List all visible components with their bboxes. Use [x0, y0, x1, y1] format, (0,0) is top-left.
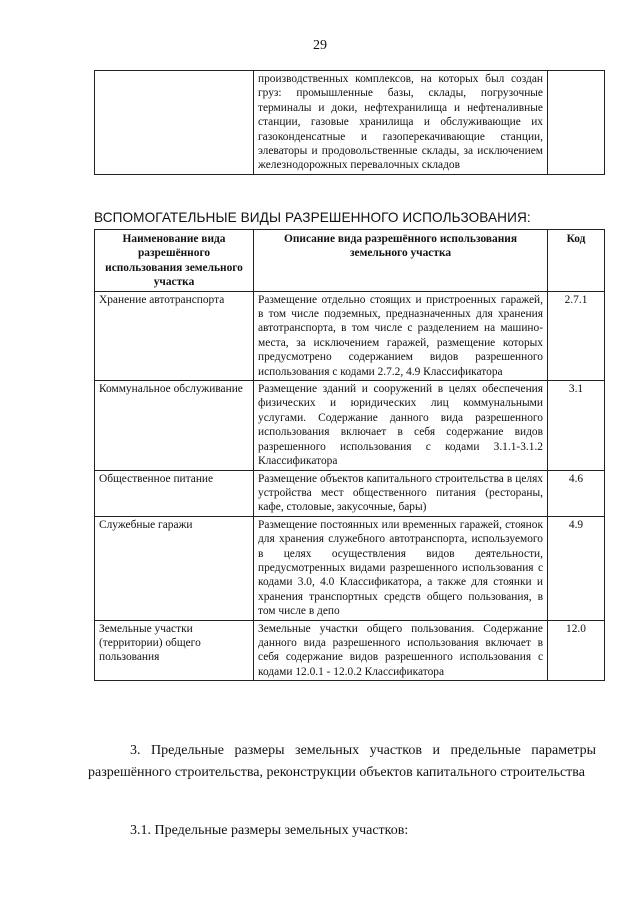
table-cell-code: 4.9: [548, 516, 605, 620]
table-header-row: [95, 230, 605, 292]
column-header-description: Описание вида разрешённого использования земельного участка: [254, 230, 548, 292]
column-header-name: Наименование вида разрешённого использования земельного участка: [95, 230, 254, 292]
table-row: [95, 516, 605, 620]
table-cell-name: Служебные гаражи: [95, 516, 254, 620]
table-cell-code: 3.1: [548, 381, 605, 470]
table-row: [95, 71, 605, 175]
table-cell-description: Размещение зданий и сооружений в целях обеспечения физических и юридических лиц коммунальными услугами. Содержание данного вида разрешенного использования включает в себя содержание видов разрешенного использования с кодами 3.1.1-3.1.2 Классификатора: [254, 381, 548, 470]
table-row: [95, 291, 605, 380]
table-cell-description: Размещение объектов капитального строительства в целях устройства мест общественного питания (рестораны, кафе, столовые, закусочные, бары): [254, 470, 548, 516]
paragraph-section-3: 3. Предельные размеры земельных участков и предельные параметры разрешённого строительства, реконструкции объектов капитального строительства: [88, 743, 596, 780]
table-cell-empty: [95, 71, 254, 175]
permitted-use-table: [94, 229, 605, 681]
table-cell-code: 2.7.1: [548, 291, 605, 380]
section-title: ВСПОМОГАТЕЛЬНЫЕ ВИДЫ РАЗРЕШЕННОГО ИСПОЛЬЗОВАНИЯ:: [94, 210, 531, 225]
continuation-table: [94, 70, 605, 175]
table-cell-name: Общественное питание: [95, 470, 254, 516]
column-header-code: Код: [548, 230, 605, 292]
table-cell-code: 4.6: [548, 470, 605, 516]
table-cell-code-empty: [548, 71, 605, 175]
table-cell-name: Хранение автотранспорта: [95, 291, 254, 380]
table-row: [95, 381, 605, 470]
page-number: 29: [313, 38, 327, 53]
paragraph-section-3-1: 3.1. Предельные размеры земельных участков:: [130, 823, 409, 838]
table-cell-description: Размещение постоянных или временных гаражей, стоянок для хранения служебного автотранспорта, используемого в целях осуществления видов деятельности, предусмотренных видами разрешенного использования с кодами 3.0, 4.0 Классификатора, а также для стоянки и хранения транспортных средств общего пользования, в том числе в депо: [254, 516, 548, 620]
table-cell-name: Коммунальное обслуживание: [95, 381, 254, 470]
table-cell-description: Земельные участки общего пользования. Содержание данного вида разрешенного использования включает в себя содержание видов разрешенного использования с кодами 12.0.1 - 12.0.2 Классификатора: [254, 620, 548, 681]
table-cell-description: производственных комплексов, на которых был создан груз: промышленные базы, склады, погрузочные терминалы и доки, нефтехранилища и нефтеналивные станции, газовые хранилища и обслуживающие их газоконденсатные и газоперекачивающие станции, элеваторы и продовольственные склады, за исключением железнодорожных перевалочных складов: [254, 71, 548, 175]
table-cell-description: Размещение отдельно стоящих и пристроенных гаражей, в том числе подземных, предназначенных для хранения автотранспорта, в том числе с разделением на машино-места, за исключением гаражей, размещение которых предусмотрено содержанием видов разрешенного использования с кодами 2.7.2, 4.9 Классификатора: [254, 291, 548, 380]
table-cell-name: Земельные участки (территории) общего пользования: [95, 620, 254, 681]
table-row: [95, 620, 605, 681]
table-cell-code: 12.0: [548, 620, 605, 681]
table-row: [95, 470, 605, 516]
